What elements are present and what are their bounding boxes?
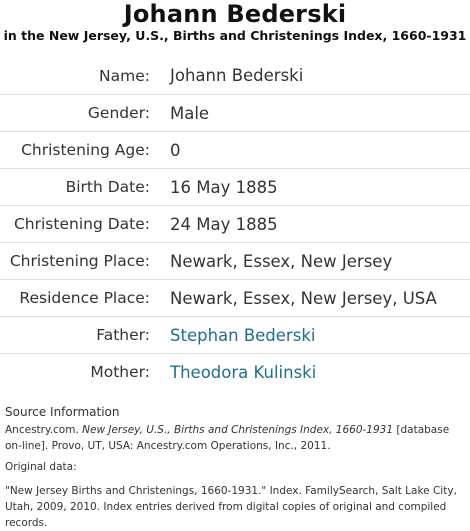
source-heading: Source Information	[5, 405, 120, 419]
field-value: Newark, Essex, New Jersey	[170, 251, 393, 271]
field-row-christening-place	[0, 242, 470, 279]
record-subtitle: in the New Jersey, U.S., Births and Christenings Index, 1660-1931	[3, 28, 467, 43]
field-row-birth-date	[0, 168, 470, 205]
source-information	[5, 405, 467, 531]
field-row-christening-date	[0, 205, 470, 242]
field-row-name	[0, 57, 470, 94]
field-label: Christening Date:	[13, 215, 150, 233]
field-value: 0	[170, 140, 181, 160]
field-label: Gender:	[87, 104, 150, 122]
field-row-residence-place	[0, 279, 470, 316]
field-row-christening-age	[0, 131, 470, 168]
field-value: 16 May 1885	[170, 177, 278, 197]
citation-prefix: Ancestry.com.	[5, 424, 83, 436]
citation-title: New Jersey, U.S., Births and Christenings Index, 1660-1931	[82, 424, 394, 436]
field-label: Christening Age:	[21, 141, 150, 159]
field-label: Residence Place:	[19, 289, 150, 307]
father-link[interactable]: Stephan Bederski	[170, 325, 316, 345]
record-header	[0, 0, 470, 43]
source-citation	[5, 422, 467, 454]
field-label: Christening Place:	[9, 252, 150, 270]
original-data-text: "New Jersey Births and Christenings, 1660-1931." Index. FamilySearch, Salt Lake City, Utah, 2009, 2010. Index entries derived from digital copies of original and compiled records.	[5, 485, 457, 529]
field-row-gender	[0, 94, 470, 131]
record-fields-table	[0, 57, 470, 390]
record-title: Johann Bederski	[123, 0, 347, 28]
field-value: Newark, Essex, New Jersey, USA	[170, 288, 437, 308]
mother-link[interactable]: Theodora Kulinski	[170, 362, 317, 382]
field-label: Name:	[99, 66, 150, 85]
field-value: Johann Bederski	[170, 66, 304, 85]
field-row-father	[0, 316, 470, 353]
field-value: 24 May 1885	[170, 214, 278, 234]
field-label: Mother:	[90, 363, 150, 381]
field-label: Birth Date:	[65, 178, 150, 196]
citation-suffix: [database on-line]. Provo, UT, USA: Ancestry.com Operations, Inc., 2011.	[5, 424, 450, 452]
field-value: Male	[170, 103, 210, 123]
original-data-label: Original data:	[5, 461, 77, 473]
field-label: Father:	[96, 326, 150, 344]
field-row-mother	[0, 353, 470, 390]
